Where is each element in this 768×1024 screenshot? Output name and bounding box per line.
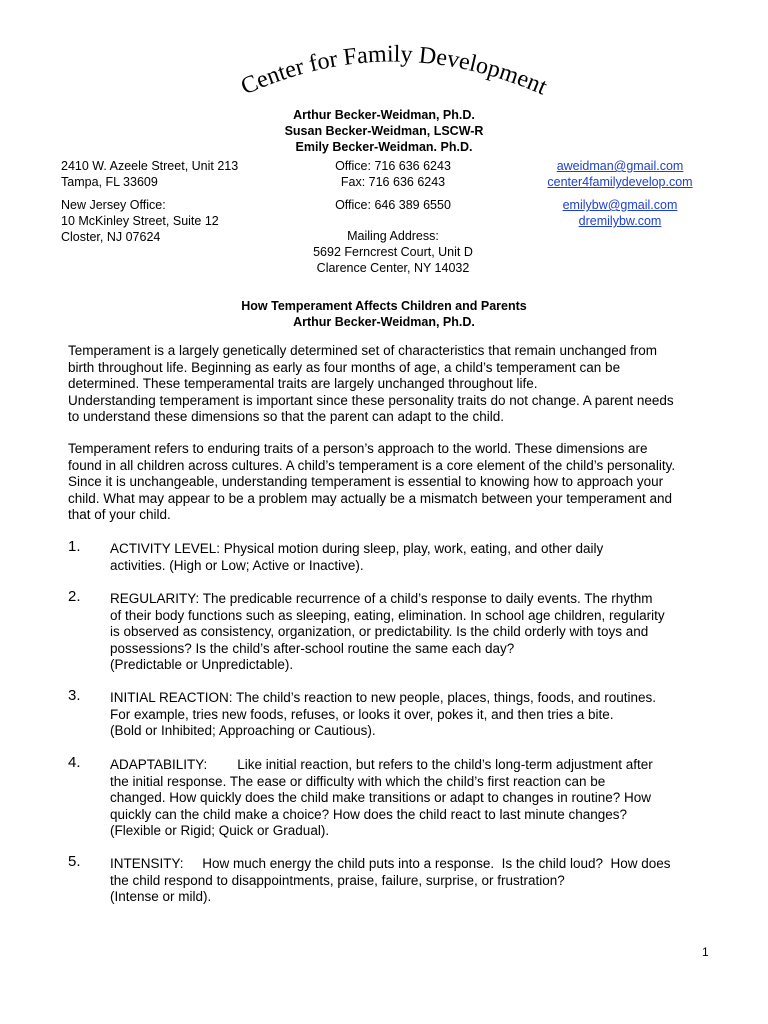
org-name-arc-title (0, 0, 768, 120)
text-line: Temperament is a largely genetically determined set of characteristics that remain unchanged from (68, 343, 658, 358)
text-line: INITIAL REACTION: The child’s reaction to new people, places, things, foods, and routines. (110, 690, 657, 705)
staff-names (0, 107, 768, 155)
text-line: the child respond to disappointments, praise, failure, surprise, or frustration? (110, 872, 565, 888)
item-number: 5. (68, 853, 81, 870)
mailing-line: Clarence Center, NY 14032 (316, 261, 470, 275)
website-link[interactable]: dremilybw.com (578, 214, 662, 228)
mailing-line: Mailing Address: (347, 229, 439, 243)
address-line: New Jersey Office: (61, 198, 166, 212)
text-line: ACTIVITY LEVEL: Physical motion during sleep, play, work, eating, and other daily (110, 541, 604, 556)
intro-paragraph (68, 343, 708, 426)
text-line: of their body functions such as sleeping, eating, elimination. In school age children, regularity (110, 607, 665, 623)
text-line: quickly can the child make a choice? How does the child react to last minute changes? (110, 806, 628, 822)
text-line: activities. (High or Low; Active or Inactive). (110, 557, 364, 573)
phone-line: Fax: 716 636 6243 (340, 175, 446, 189)
item-number: 2. (68, 588, 81, 605)
org-name: Center for Family Development (237, 41, 551, 101)
text-line: Understanding temperament is important since these personality traits do not change. A parent needs (68, 392, 674, 408)
definition-paragraph (68, 441, 708, 524)
florida-phones (288, 158, 498, 190)
new-jersey-links (525, 197, 715, 229)
item-number: 3. (68, 687, 81, 704)
text-line: INTENSITY: How much energy the child puts into a response. Is the child loud? How does (110, 856, 671, 871)
text-line: determined. These temperamental traits are largely unchanged throughout life. (68, 376, 538, 391)
text-line: found in all children across cultures. A child’s temperament is a core element of the child’s personality. (68, 457, 676, 473)
address-line: 10 McKinley Street, Suite 12 (61, 214, 219, 228)
email-link[interactable]: emilybw@gmail.com (562, 198, 678, 212)
text-line: possessions? Is the child’s after-school routine the same each day? (110, 640, 515, 656)
text-line: (Flexible or Rigid; Quick or Gradual). (110, 823, 330, 838)
svg-text:Center for Family Development (237, 41, 551, 100)
mailing-line: 5692 Ferncrest Court, Unit D (313, 245, 473, 259)
document-heading (0, 298, 768, 330)
new-jersey-address (61, 197, 219, 245)
item-number: 4. (68, 754, 81, 771)
text-line: child. What may appear to be a problem may actually be a mismatch between your temperament and (68, 490, 673, 506)
phone-line: Office: 716 636 6243 (335, 159, 451, 173)
email-link[interactable]: aweidman@gmail.com (556, 159, 684, 173)
address-line: 2410 W. Azeele Street, Unit 213 (61, 159, 239, 173)
florida-address (61, 158, 238, 190)
text-line: that of your child. (68, 507, 171, 522)
staff-name: Susan Becker-Weidman, LSCW-R (284, 124, 484, 138)
address-line: Closter, NJ 07624 (61, 230, 161, 244)
text-line: Temperament refers to enduring traits of a person’s approach to the world. These dimensions are (68, 441, 648, 456)
text-line: birth throughout life. Beginning as early as four months of age, a child’s temperament can be (68, 359, 621, 375)
text-line: ADAPTABILITY: Like initial reaction, but refers to the child’s long-term adjustment after (110, 757, 653, 772)
florida-links (525, 158, 715, 190)
text-line: (Bold or Inhibited; Approaching or Cautious). (110, 723, 376, 738)
text-line: changed. How quickly does the child make transitions or adapt to changes in routine? How (110, 790, 652, 805)
staff-name: Emily Becker-Weidman. Ph.D. (295, 140, 473, 154)
item-number: 1. (68, 538, 81, 555)
text-line: (Intense or mild). (110, 889, 212, 904)
text-line: (Predictable or Unpredictable). (110, 657, 294, 672)
text-line: to understand these dimensions so that the parent can adapt to the child. (68, 409, 505, 424)
page-number: 1 (702, 945, 709, 959)
staff-name: Arthur Becker-Weidman, Ph.D. (293, 108, 475, 122)
text-line: Since it is unchangeable, understanding temperament is essential to knowing how to approach your (68, 474, 664, 489)
document-author: Arthur Becker-Weidman, Ph.D. (293, 315, 475, 329)
new-jersey-phones (288, 197, 498, 213)
address-line: Tampa, FL 33609 (61, 175, 158, 189)
website-link[interactable]: center4familydevelop.com (547, 175, 693, 189)
text-line: REGULARITY: The predicable recurrence of a child’s response to daily events. The rhythm (110, 591, 653, 606)
phone-line: Office: 646 389 6550 (335, 198, 451, 212)
document-title: How Temperament Affects Children and Parents (241, 299, 527, 313)
text-line: For example, tries new foods, refuses, or looks it over, pokes it, and then tries a bite. (110, 706, 614, 722)
text-line: the initial response. The ease or difficulty with which the child’s first reaction can be (110, 773, 606, 789)
mailing-address (288, 228, 498, 276)
text-line: is observed as consistency, organization, or predictability. Is the child orderly with toys and (110, 624, 649, 639)
